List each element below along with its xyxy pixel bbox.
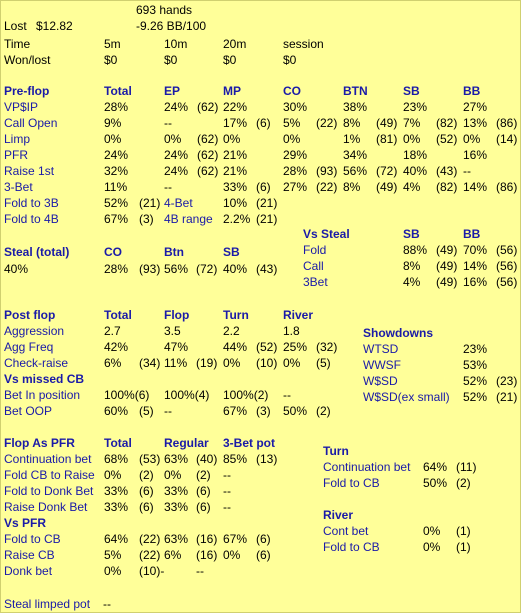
vs-pfr-cell: (6): [256, 548, 271, 562]
flop-pfr-title: Flop As PFR: [4, 436, 75, 450]
vs-pfr-cell: (16): [196, 548, 218, 562]
bet-oop-total: 60%: [104, 404, 129, 418]
wonlost-label: Won/lost: [4, 53, 51, 67]
4bet-label: 4-Bet: [164, 196, 193, 210]
preflop-cell-sb-count: (82): [436, 116, 458, 130]
vs-pfr-row-label: Fold to CB: [4, 532, 61, 546]
flop-pfr-cell: 33%: [104, 500, 129, 514]
wonlost-20m: $0: [223, 53, 237, 67]
preflop-cell-ep: 24%: [164, 148, 189, 162]
postflop-header-turn: Turn: [223, 308, 249, 322]
vs-steal-cell: 8%: [403, 259, 421, 273]
steal-sb-count: (43): [256, 262, 278, 276]
showdown-value: 52%: [463, 374, 488, 388]
flop-pfr-cell: (6): [139, 484, 154, 498]
preflop-cell-mp: 0%: [223, 132, 241, 146]
preflop-cell-sb: 0%: [403, 132, 421, 146]
preflop-cell-mp: 33%: [223, 180, 248, 194]
turn-count: (2): [456, 476, 471, 490]
steal-header-co: CO: [104, 245, 122, 259]
postflop-cell: (34): [139, 356, 161, 370]
bet-oop-river-count: (2): [316, 404, 331, 418]
steal-header-sb: SB: [223, 245, 240, 259]
vs-steal-cell: (49): [436, 243, 458, 257]
preflop-cell-bb: 13%: [463, 116, 488, 130]
bet-in-position-flop: 100%(4): [164, 388, 210, 402]
flop-pfr-cell: (13): [256, 452, 278, 466]
vs-pfr-cell: (22): [139, 532, 161, 546]
preflop-cell-bb: --: [463, 164, 471, 178]
turn-value: 50%: [423, 476, 448, 490]
flop-pfr-header-total: Total: [104, 436, 132, 450]
vs-steal-cell: 70%: [463, 243, 488, 257]
wonlost-10m: $0: [164, 53, 178, 67]
postflop-cell: 2.2: [223, 324, 240, 338]
bb100-value: -9.26 BB/100: [136, 19, 207, 33]
vs-pfr-cell: (6): [256, 532, 271, 546]
preflop-row-label: PFR: [4, 148, 28, 162]
4bet-value: 10%: [223, 196, 248, 210]
fold-to-4b-count: (3): [139, 212, 154, 226]
preflop-cell-ep-count: (62): [197, 100, 219, 114]
preflop-cell-co: 0%: [283, 132, 301, 146]
steal-sb-value: 40%: [223, 262, 248, 276]
vs-pfr-cell: (22): [139, 548, 161, 562]
bet-oop-flop: --: [164, 404, 172, 418]
steal-limped-value: --: [103, 597, 111, 611]
vs-pfr-cell: 0%: [104, 564, 122, 578]
flop-pfr-row-label: Fold to Donk Bet: [4, 484, 94, 498]
postflop-title: Post flop: [4, 308, 56, 322]
preflop-cell-btn: 34%: [343, 148, 368, 162]
preflop-cell-total: 24%: [104, 148, 129, 162]
preflop-cell-total: 0%: [104, 132, 122, 146]
preflop-cell-co: 5%: [283, 116, 301, 130]
steal-co-value: 28%: [104, 262, 129, 276]
vs-pfr-cell: (10)-: [139, 564, 165, 578]
bet-oop-turn-count: (3): [256, 404, 271, 418]
fold-to-4b-value: 67%: [104, 212, 129, 226]
wonlost-5m: $0: [104, 53, 118, 67]
postflop-cell: 11%: [164, 356, 188, 370]
vs-steal-header-bb: BB: [463, 227, 481, 241]
flop-pfr-header-regular: Regular: [164, 436, 209, 450]
preflop-cell-total: 32%: [104, 164, 129, 178]
postflop-cell: (5): [316, 356, 331, 370]
preflop-cell-total: 9%: [104, 116, 122, 130]
vs-steal-header-sb: SB: [403, 227, 420, 241]
vs-steal-cell: (56): [496, 275, 518, 289]
period-20m: 20m: [223, 37, 247, 51]
preflop-cell-ep-count: (62): [197, 164, 219, 178]
preflop-cell-ep: --: [164, 116, 172, 130]
vs-pfr-cell: 67%: [223, 532, 248, 546]
period-10m: 10m: [164, 37, 188, 51]
river-value: 0%: [423, 524, 441, 538]
preflop-cell-co: 28%: [283, 164, 308, 178]
preflop-cell-sb: 40%: [403, 164, 428, 178]
preflop-cell-mp: 21%: [223, 148, 248, 162]
preflop-cell-sb-count: (43): [436, 164, 458, 178]
preflop-cell-mp: 21%: [223, 164, 248, 178]
postflop-cell: (52): [256, 340, 278, 354]
postflop-cell: (10): [256, 356, 278, 370]
postflop-cell: 0%: [223, 356, 241, 370]
vs-pfr-row-label: Donk bet: [4, 564, 53, 578]
flop-pfr-cell: --: [223, 500, 231, 514]
period-session: session: [283, 37, 324, 51]
postflop-cell: 47%: [164, 340, 189, 354]
fold-to-4b-label: Fold to 4B: [4, 212, 59, 226]
preflop-cell-mp-count: (6): [256, 180, 271, 194]
preflop-header-mp: MP: [223, 84, 241, 98]
showdown-row-label: W$SD(ex small): [363, 390, 450, 404]
showdown-count: (23): [496, 374, 518, 388]
flop-pfr-cell: (6): [196, 500, 211, 514]
flop-pfr-cell: 33%: [164, 500, 189, 514]
showdown-value: 23%: [463, 342, 488, 356]
bet-in-position-turn: 100%(2): [223, 388, 269, 402]
flop-pfr-cell: 33%: [104, 484, 129, 498]
preflop-cell-bb: 14%: [463, 180, 488, 194]
4b-range-label: 4B range: [164, 212, 213, 226]
vs-steal-row-label: 3Bet: [303, 275, 328, 289]
preflop-cell-sb: 23%: [403, 100, 428, 114]
vs-steal-row-label: Fold: [303, 243, 327, 257]
vs-steal-cell: 16%: [463, 275, 488, 289]
vs-pfr-cell: 5%: [104, 548, 122, 562]
preflop-cell-btn-count: (49): [376, 116, 398, 130]
postflop-cell: 25%: [283, 340, 308, 354]
steal-co-count: (93): [139, 262, 161, 276]
vs-pfr-cell: 64%: [104, 532, 129, 546]
preflop-row-label: Call Open: [4, 116, 58, 130]
showdown-row-label: WTSD: [363, 342, 399, 356]
vs-pfr-cell: (16): [196, 532, 218, 546]
flop-pfr-cell: 68%: [104, 452, 129, 466]
preflop-cell-co-count: (22): [316, 180, 338, 194]
preflop-cell-btn: 38%: [343, 100, 368, 114]
showdown-row-label: WWSF: [363, 358, 401, 372]
hands-count: 693 hands: [136, 3, 193, 17]
vs-pfr-cell: --: [196, 564, 204, 578]
showdown-value: 53%: [463, 358, 488, 372]
flop-pfr-cell: 85%: [223, 452, 248, 466]
showdown-value: 52%: [463, 390, 488, 404]
preflop-header-bb: BB: [463, 84, 481, 98]
steal-btn-value: 56%: [164, 262, 189, 276]
preflop-cell-sb: 4%: [403, 180, 421, 194]
preflop-cell-sb: 7%: [403, 116, 421, 130]
vs-steal-title: Vs Steal: [303, 227, 350, 241]
postflop-cell: (32): [316, 340, 338, 354]
preflop-cell-bb-count: (86): [496, 180, 518, 194]
preflop-cell-ep-count: (62): [197, 132, 219, 146]
postflop-header-total: Total: [104, 308, 132, 322]
preflop-cell-co-count: (22): [316, 116, 338, 130]
preflop-cell-bb: 27%: [463, 100, 488, 114]
fold-to-3b-label: Fold to 3B: [4, 196, 59, 210]
river-title: River: [323, 508, 354, 522]
preflop-cell-co: 29%: [283, 148, 308, 162]
time-label: Time: [4, 37, 31, 51]
showdown-count: (21): [496, 390, 518, 404]
turn-count: (11): [456, 460, 477, 474]
preflop-header-co: CO: [283, 84, 301, 98]
preflop-cell-mp-count: (6): [256, 116, 271, 130]
preflop-cell-bb-count: (14): [496, 132, 518, 146]
flop-pfr-cell: --: [223, 468, 231, 482]
flop-pfr-cell: 0%: [104, 468, 122, 482]
preflop-cell-ep: 24%: [164, 100, 189, 114]
river-count: (1): [456, 524, 471, 538]
river-row-label: Cont bet: [323, 524, 369, 538]
postflop-cell: 3.5: [164, 324, 181, 338]
vs-steal-cell: 4%: [403, 275, 421, 289]
preflop-cell-btn-count: (49): [376, 180, 398, 194]
preflop-cell-btn-count: (81): [376, 132, 398, 146]
turn-row-label: Fold to CB: [323, 476, 380, 490]
preflop-header-ep: EP: [164, 84, 181, 98]
bet-oop-turn: 67%: [223, 404, 248, 418]
fold-to-3b-count: (21): [139, 196, 161, 210]
preflop-cell-btn: 8%: [343, 116, 361, 130]
steal-limped-label: Steal limped pot: [4, 597, 91, 611]
postflop-cell: 0%: [283, 356, 301, 370]
flop-pfr-row-label: Fold CB to Raise: [4, 468, 95, 482]
preflop-row-label: Limp: [4, 132, 31, 146]
flop-pfr-cell: (6): [139, 500, 154, 514]
bet-in-position-river: --: [283, 388, 291, 402]
preflop-cell-bb: 16%: [463, 148, 488, 162]
vs-steal-cell: 14%: [463, 259, 488, 273]
vs-steal-cell: (56): [496, 259, 518, 273]
preflop-cell-mp: 17%: [223, 116, 248, 130]
preflop-cell-co: 27%: [283, 180, 308, 194]
wonlost-session: $0: [283, 53, 297, 67]
flop-pfr-cell: (2): [196, 468, 211, 482]
river-row-label: Fold to CB: [323, 540, 380, 554]
postflop-header-river: River: [283, 308, 314, 322]
flop-pfr-cell: (2): [139, 468, 154, 482]
lost-label: Lost: [4, 19, 27, 33]
vs-steal-row-label: Call: [303, 259, 324, 273]
preflop-cell-bb: 0%: [463, 132, 481, 146]
4b-range-value: 2.2%: [223, 212, 251, 226]
vs-pfr-row-label: Raise CB: [4, 548, 55, 562]
flop-pfr-cell: (40): [196, 452, 218, 466]
vs-pfr-cell: 63%: [164, 532, 189, 546]
preflop-cell-total: 28%: [104, 100, 129, 114]
lost-value: $12.82: [36, 19, 73, 33]
vs-pfr-cell: 6%: [164, 548, 182, 562]
preflop-cell-co: 30%: [283, 100, 308, 114]
vs-pfr-cell: 0%: [223, 548, 241, 562]
preflop-cell-btn: 1%: [343, 132, 361, 146]
bet-oop-total-count: (5): [139, 404, 154, 418]
vs-steal-cell: 88%: [403, 243, 428, 257]
postflop-row-label: Check-raise: [4, 356, 69, 370]
flop-pfr-row-label: Raise Donk Bet: [4, 500, 88, 514]
turn-row-label: Continuation bet: [323, 460, 411, 474]
preflop-cell-ep-count: (62): [197, 148, 219, 162]
bet-in-position-label: Bet In position: [4, 388, 81, 402]
preflop-cell-btn: 8%: [343, 180, 361, 194]
bet-in-position-total: 100%(6): [104, 388, 150, 402]
preflop-cell-ep: --: [164, 180, 172, 194]
steal-title: Steal (total): [4, 245, 70, 259]
4b-range-count: (21): [256, 212, 278, 226]
preflop-cell-total: 11%: [104, 180, 128, 194]
flop-pfr-cell: 63%: [164, 452, 189, 466]
postflop-header-flop: Flop: [164, 308, 190, 322]
postflop-row-label: Aggression: [4, 324, 65, 338]
preflop-cell-bb-count: (86): [496, 116, 518, 130]
4bet-count: (21): [256, 196, 278, 210]
preflop-cell-mp: 22%: [223, 100, 248, 114]
showdowns-title: Showdowns: [363, 326, 433, 340]
missed-cb-title: Vs missed CB: [4, 372, 85, 386]
preflop-cell-sb-count: (82): [436, 180, 458, 194]
flop-pfr-cell: (53): [139, 452, 161, 466]
river-value: 0%: [423, 540, 441, 554]
preflop-header-total: Total: [104, 84, 132, 98]
vs-steal-cell: (49): [436, 275, 458, 289]
turn-title: Turn: [323, 444, 349, 458]
preflop-cell-sb-count: (52): [436, 132, 458, 146]
preflop-cell-co-count: (93): [316, 164, 338, 178]
showdown-row-label: W$SD: [363, 374, 398, 388]
preflop-cell-ep: 0%: [164, 132, 182, 146]
steal-header-btn: Btn: [164, 245, 184, 259]
vs-pfr-title: Vs PFR: [4, 516, 47, 530]
preflop-row-label: VP$IP: [4, 100, 39, 114]
postflop-cell: 42%: [104, 340, 129, 354]
preflop-header-btn: BTN: [343, 84, 368, 98]
vs-steal-cell: (49): [436, 259, 458, 273]
preflop-cell-btn-count: (72): [376, 164, 398, 178]
postflop-cell: (19): [196, 356, 218, 370]
postflop-cell: 1.8: [283, 324, 300, 338]
flop-pfr-header-3bet: 3-Bet pot: [223, 436, 275, 450]
postflop-cell: 2.7: [104, 324, 121, 338]
vs-steal-cell: (56): [496, 243, 518, 257]
steal-total-value: 40%: [4, 262, 29, 276]
turn-value: 64%: [423, 460, 448, 474]
preflop-cell-btn: 56%: [343, 164, 368, 178]
preflop-row-label: 3-Bet: [4, 180, 33, 194]
postflop-row-label: Agg Freq: [4, 340, 54, 354]
preflop-cell-ep: 24%: [164, 164, 189, 178]
river-count: (1): [456, 540, 471, 554]
preflop-row-label: Raise 1st: [4, 164, 55, 178]
postflop-cell: 44%: [223, 340, 248, 354]
flop-pfr-cell: 0%: [164, 468, 182, 482]
flop-pfr-cell: (6): [196, 484, 211, 498]
postflop-cell: 6%: [104, 356, 122, 370]
preflop-cell-sb: 18%: [403, 148, 428, 162]
preflop-header-sb: SB: [403, 84, 420, 98]
bet-oop-label: Bet OOP: [4, 404, 53, 418]
bet-oop-river: 50%: [283, 404, 308, 418]
period-5m: 5m: [104, 37, 121, 51]
flop-pfr-row-label: Continuation bet: [4, 452, 92, 466]
flop-pfr-cell: 33%: [164, 484, 189, 498]
flop-pfr-cell: --: [223, 484, 231, 498]
preflop-title: Pre-flop: [4, 84, 50, 98]
steal-btn-count: (72): [196, 262, 218, 276]
fold-to-3b-value: 52%: [104, 196, 129, 210]
